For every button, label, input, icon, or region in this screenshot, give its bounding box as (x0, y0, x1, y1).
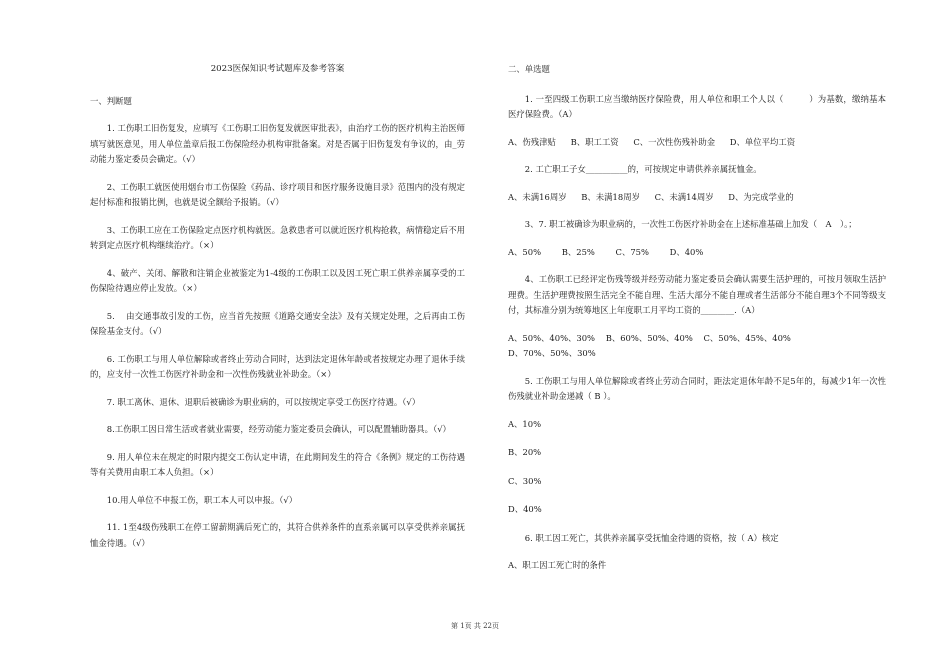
option: A、伤残津贴 (508, 136, 556, 147)
option: D、70%、50%、30% (508, 348, 596, 358)
choice-question-5-option-d: D、40% (508, 504, 542, 514)
judgment-question-5: 5. 由交通事故引发的工伤，应当首先按照《道路交通安全法》及有关规定处理，之后再由工伤保险基金支付。（√） (90, 310, 465, 336)
left-column (90, 62, 465, 563)
judgment-question-2: 2、工伤职工就医使用烟台市工伤保险《药品、诊疗项目和医疗服务设施目录》范围内的没有规定起付标准和报销比例，也就是说全额给予报销。（√） (90, 181, 465, 207)
option: D、为完成学业的 (728, 191, 794, 202)
option: B、25% (561, 246, 595, 257)
option: B、职工工资 (570, 136, 619, 147)
right-column (508, 62, 886, 586)
option: B、未满18周岁 (581, 191, 640, 202)
section-title-true-false: 一、判断题 (90, 95, 132, 106)
judgment-question-3: 3、工伤职工应在工伤保险定点医疗机构就医。急救患者可以就近医疗机构抢救，病情稳定后不用转到定点医疗机构继续治疗。（×） (90, 224, 465, 250)
judgment-question-1: 1. 工伤职工旧伤复发，应填写《工伤职工旧伤复发就医审批表》，由治疗工伤的医疗机构主治医师填写就医意见，用人单位盖章后报工伤保险经办机构审批备案。对是否属于旧伤复发有争议的，由_劳动能力鉴定委员会确定。（√） (90, 123, 466, 164)
choice-question-2-options (508, 190, 886, 206)
choice-question-6-option-a: A、职工因工死亡时的条件 (508, 560, 607, 570)
option: A、未满16周岁 (508, 191, 567, 202)
option: A、50% (508, 246, 542, 257)
judgment-question-8: 8.工伤职工因日常生活或者就业需要，经劳动能力鉴定委员会确认，可以配置辅助器具。（√） (106, 424, 451, 434)
choice-question-1-options (508, 135, 886, 151)
choice-question-4: 4、工伤职工已经评定伤残等级并经劳动能力鉴定委员会确认需要生活护理的，可按月领取生活护理费。生活护理费按照生活完全不能自理、生活大部分不能自理或者生活部分不能自理3个不同等级支付，其标准分别为统筹地区上年度职工月平均工资的________.（A） (508, 274, 886, 315)
option: A、50%、40%、30% (508, 332, 596, 343)
option: C、一次性伤残补助金 (633, 136, 716, 147)
document-title: 2023医保知识考试题库及参考答案 (210, 64, 345, 74)
choice-question-5-option-c: C、30% (508, 475, 542, 486)
option: C、75% (615, 246, 649, 257)
judgment-question-4: 4、破产、关闭、解散和注销企业被鉴定为1-4级的工伤职工以及因工死亡职工供养亲属享受的工伤保险待遇应停止发放。（×） (90, 267, 465, 293)
judgment-question-9: 9. 用人单位未在规定的时限内提交工伤认定申请，在此期间发生的符合《条例》规定的工伤待遇等有关费用由职工本人负担。（×） (90, 451, 465, 477)
option: B、60%、50%、40% (605, 332, 693, 343)
page-footer: 第 1页 共 22页 (450, 622, 500, 630)
judgment-question-11: 11. 1至4级伤残职工在停工留薪期满后死亡的，其符合供养条件的直系亲属可以享受供养亲属抚恤金待遇。（√） (90, 522, 465, 548)
option: D、单位平均工资 (729, 136, 796, 147)
choice-question-4-options (508, 331, 886, 362)
choice-question-3-options (508, 245, 886, 261)
judgment-question-7: 7. 职工离休、退休、退职后被确诊为职业病的，可以按规定享受工伤医疗待遇。（√） (106, 396, 421, 407)
choice-question-1: 1. 一至四级工伤职工应当缴纳医疗保险费，用人单位和职工个人以（ ）为基数，缴纳基本医疗保险费。（A） (508, 93, 886, 119)
option: D、40% (669, 246, 704, 257)
judgment-question-10: 10.用人单位不申报工伤，职工本人可以申报。（√） (106, 494, 298, 505)
choice-question-5-option-a: A、10% (508, 418, 542, 429)
choice-question-5-option-b: B、20% (508, 447, 542, 457)
section-title-single-choice: 二、单选题 (508, 64, 550, 74)
judgment-question-6: 6. 工伤职工与用人单位解除或者终止劳动合同时，达到法定退休年龄或者按规定办理了退休手续的，应支付一次性工伤医疗补助金和一次性伤残就业补助金。（×） (90, 353, 465, 379)
choice-question-3: 3、7. 职工被确诊为职业病的，一次性工伤医疗补助金在上述标准基础上加发（ A ）。； (524, 219, 857, 229)
option: C、50%、45%、40% (703, 332, 791, 343)
choice-question-6: 6. 职工因工死亡，其供养亲属享受抚恤金待遇的资格，按（ A）核定 (524, 532, 779, 543)
choice-question-5: 5. 工伤职工与用人单位解除或者终止劳动合同时，距法定退休年龄不足5年的，每减少1年一次性伤残就业补助金递减（ B ）。 (508, 375, 886, 401)
option: C、未满14周岁 (654, 191, 714, 202)
choice-question-2: 2. 工亡职工子女__________的，可按规定申请供养亲属抚恤金。 (524, 164, 762, 174)
